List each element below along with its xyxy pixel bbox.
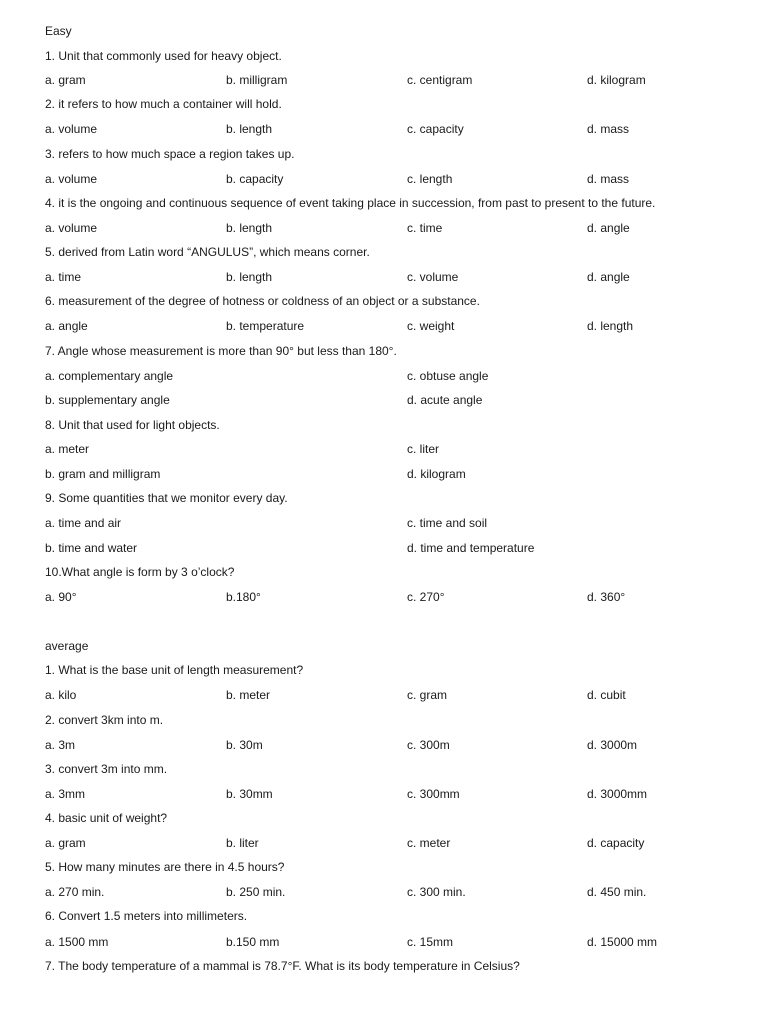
option-c: c. obtuse angle [407, 369, 489, 383]
option-c: c. capacity [407, 122, 464, 136]
question-text: 6. measurement of the degree of hotness or coldness of an object or a substance. [45, 294, 480, 308]
option-c: c. time and soil [407, 516, 488, 530]
option-b: b. milligram [226, 73, 288, 87]
options-row [45, 589, 735, 605]
option-d: d. 3000mm [587, 787, 648, 801]
question-text: 7. The body temperature of a mammal is 78.7°F. What is its body temperature in Celsius? [45, 959, 520, 973]
option-d: d. length [587, 319, 634, 333]
options-row [45, 269, 735, 285]
option-d: d. acute angle [407, 393, 483, 407]
option-d: d. mass [587, 172, 630, 186]
question-text: 5. derived from Latin word “ANGULUS”, which means corner. [45, 245, 370, 259]
option-b: b.150 mm [226, 935, 280, 949]
option-d: d. capacity [587, 836, 645, 850]
question-text: 3. convert 3m into mm. [45, 762, 168, 776]
option-c: c. 300m [407, 738, 450, 752]
options-row [45, 72, 735, 88]
option-a: a. 3mm [45, 787, 86, 801]
option-d: d. angle [587, 270, 630, 284]
option-c: c. volume [407, 270, 459, 284]
option-a: a. 3m [45, 738, 76, 752]
option-b: b. 30mm [226, 787, 273, 801]
question-text: 6. Convert 1.5 meters into millimeters. [45, 909, 248, 923]
option-a: a. angle [45, 319, 88, 333]
option-c: c. 15mm [407, 935, 454, 949]
option-d: d. 360° [587, 590, 626, 604]
options-row [45, 368, 735, 384]
question-text: 3. refers to how much space a region takes up. [45, 147, 295, 161]
option-a: a. complementary angle [45, 369, 174, 383]
options-row [45, 220, 735, 236]
option-d: d. angle [587, 221, 630, 235]
question-text: 4. it is the ongoing and continuous sequence of event taking place in succession, from past to present to the future. [45, 196, 656, 210]
option-d: d. kilogram [587, 73, 646, 87]
options-row [45, 737, 735, 753]
option-b: b. supplementary angle [45, 393, 170, 407]
question-text: 7. Angle whose measurement is more than 90° but less than 180°. [45, 344, 397, 358]
option-b: b.180° [226, 590, 261, 604]
options-row [45, 466, 735, 482]
option-c: c. centigram [407, 73, 473, 87]
option-a: a. gram [45, 836, 86, 850]
option-b: b. gram and milligram [45, 467, 161, 481]
option-c: c. gram [407, 688, 448, 702]
option-b: b. time and water [45, 541, 138, 555]
option-b: b. capacity [226, 172, 284, 186]
options-row [45, 884, 735, 900]
option-c: c. 270° [407, 590, 445, 604]
option-a: a. gram [45, 73, 86, 87]
option-b: b. liter [226, 836, 259, 850]
option-a: a. 1500 mm [45, 935, 109, 949]
option-c: c. meter [407, 836, 451, 850]
option-b: b. length [226, 122, 273, 136]
option-d: d. kilogram [407, 467, 466, 481]
question-text: 9. Some quantities that we monitor every day. [45, 491, 288, 505]
option-a: a. volume [45, 122, 98, 136]
options-row [45, 121, 735, 137]
options-row [45, 171, 735, 187]
option-c: c. liter [407, 442, 440, 456]
option-c: c. weight [407, 319, 455, 333]
option-a: a. volume [45, 172, 98, 186]
option-c: c. time [407, 221, 443, 235]
option-c: c. length [407, 172, 453, 186]
options-row [45, 934, 735, 950]
option-b: b. meter [226, 688, 271, 702]
option-d: d. 450 min. [587, 885, 647, 899]
option-b: b. 250 min. [226, 885, 286, 899]
question-text: 4. basic unit of weight? [45, 811, 168, 825]
option-a: a. kilo [45, 688, 77, 702]
option-d: d. 15000 mm [587, 935, 658, 949]
option-d: d. time and temperature [407, 541, 535, 555]
question-text: 2. it refers to how much a container will hold. [45, 97, 282, 111]
question-text: 1. Unit that commonly used for heavy object. [45, 49, 282, 63]
option-b: b. temperature [226, 319, 305, 333]
option-a: a. meter [45, 442, 90, 456]
option-d: d. 3000m [587, 738, 638, 752]
section-heading-easy: Easy [45, 24, 72, 38]
option-b: b. length [226, 221, 273, 235]
option-d: d. cubit [587, 688, 626, 702]
options-row [45, 540, 735, 556]
options-row [45, 786, 735, 802]
options-row [45, 441, 735, 457]
option-a: a. 270 min. [45, 885, 105, 899]
options-row [45, 687, 735, 703]
question-text: 1. What is the base unit of length measurement? [45, 663, 304, 677]
option-a: a. time [45, 270, 82, 284]
option-c: c. 300mm [407, 787, 460, 801]
question-text: 10.What angle is form by 3 o’clock? [45, 565, 235, 579]
question-text: 5. How many minutes are there in 4.5 hours? [45, 860, 285, 874]
option-a: a. volume [45, 221, 98, 235]
option-d: d. mass [587, 122, 630, 136]
option-b: b. 30m [226, 738, 263, 752]
options-row [45, 835, 735, 851]
option-a: a. 90° [45, 590, 77, 604]
question-text: 8. Unit that used for light objects. [45, 418, 220, 432]
options-row [45, 318, 735, 334]
options-row [45, 392, 735, 408]
option-c: c. 300 min. [407, 885, 466, 899]
question-text: 2. convert 3km into m. [45, 713, 164, 727]
option-a: a. time and air [45, 516, 122, 530]
option-b: b. length [226, 270, 273, 284]
options-row [45, 515, 735, 531]
section-heading-average: average [45, 639, 89, 653]
